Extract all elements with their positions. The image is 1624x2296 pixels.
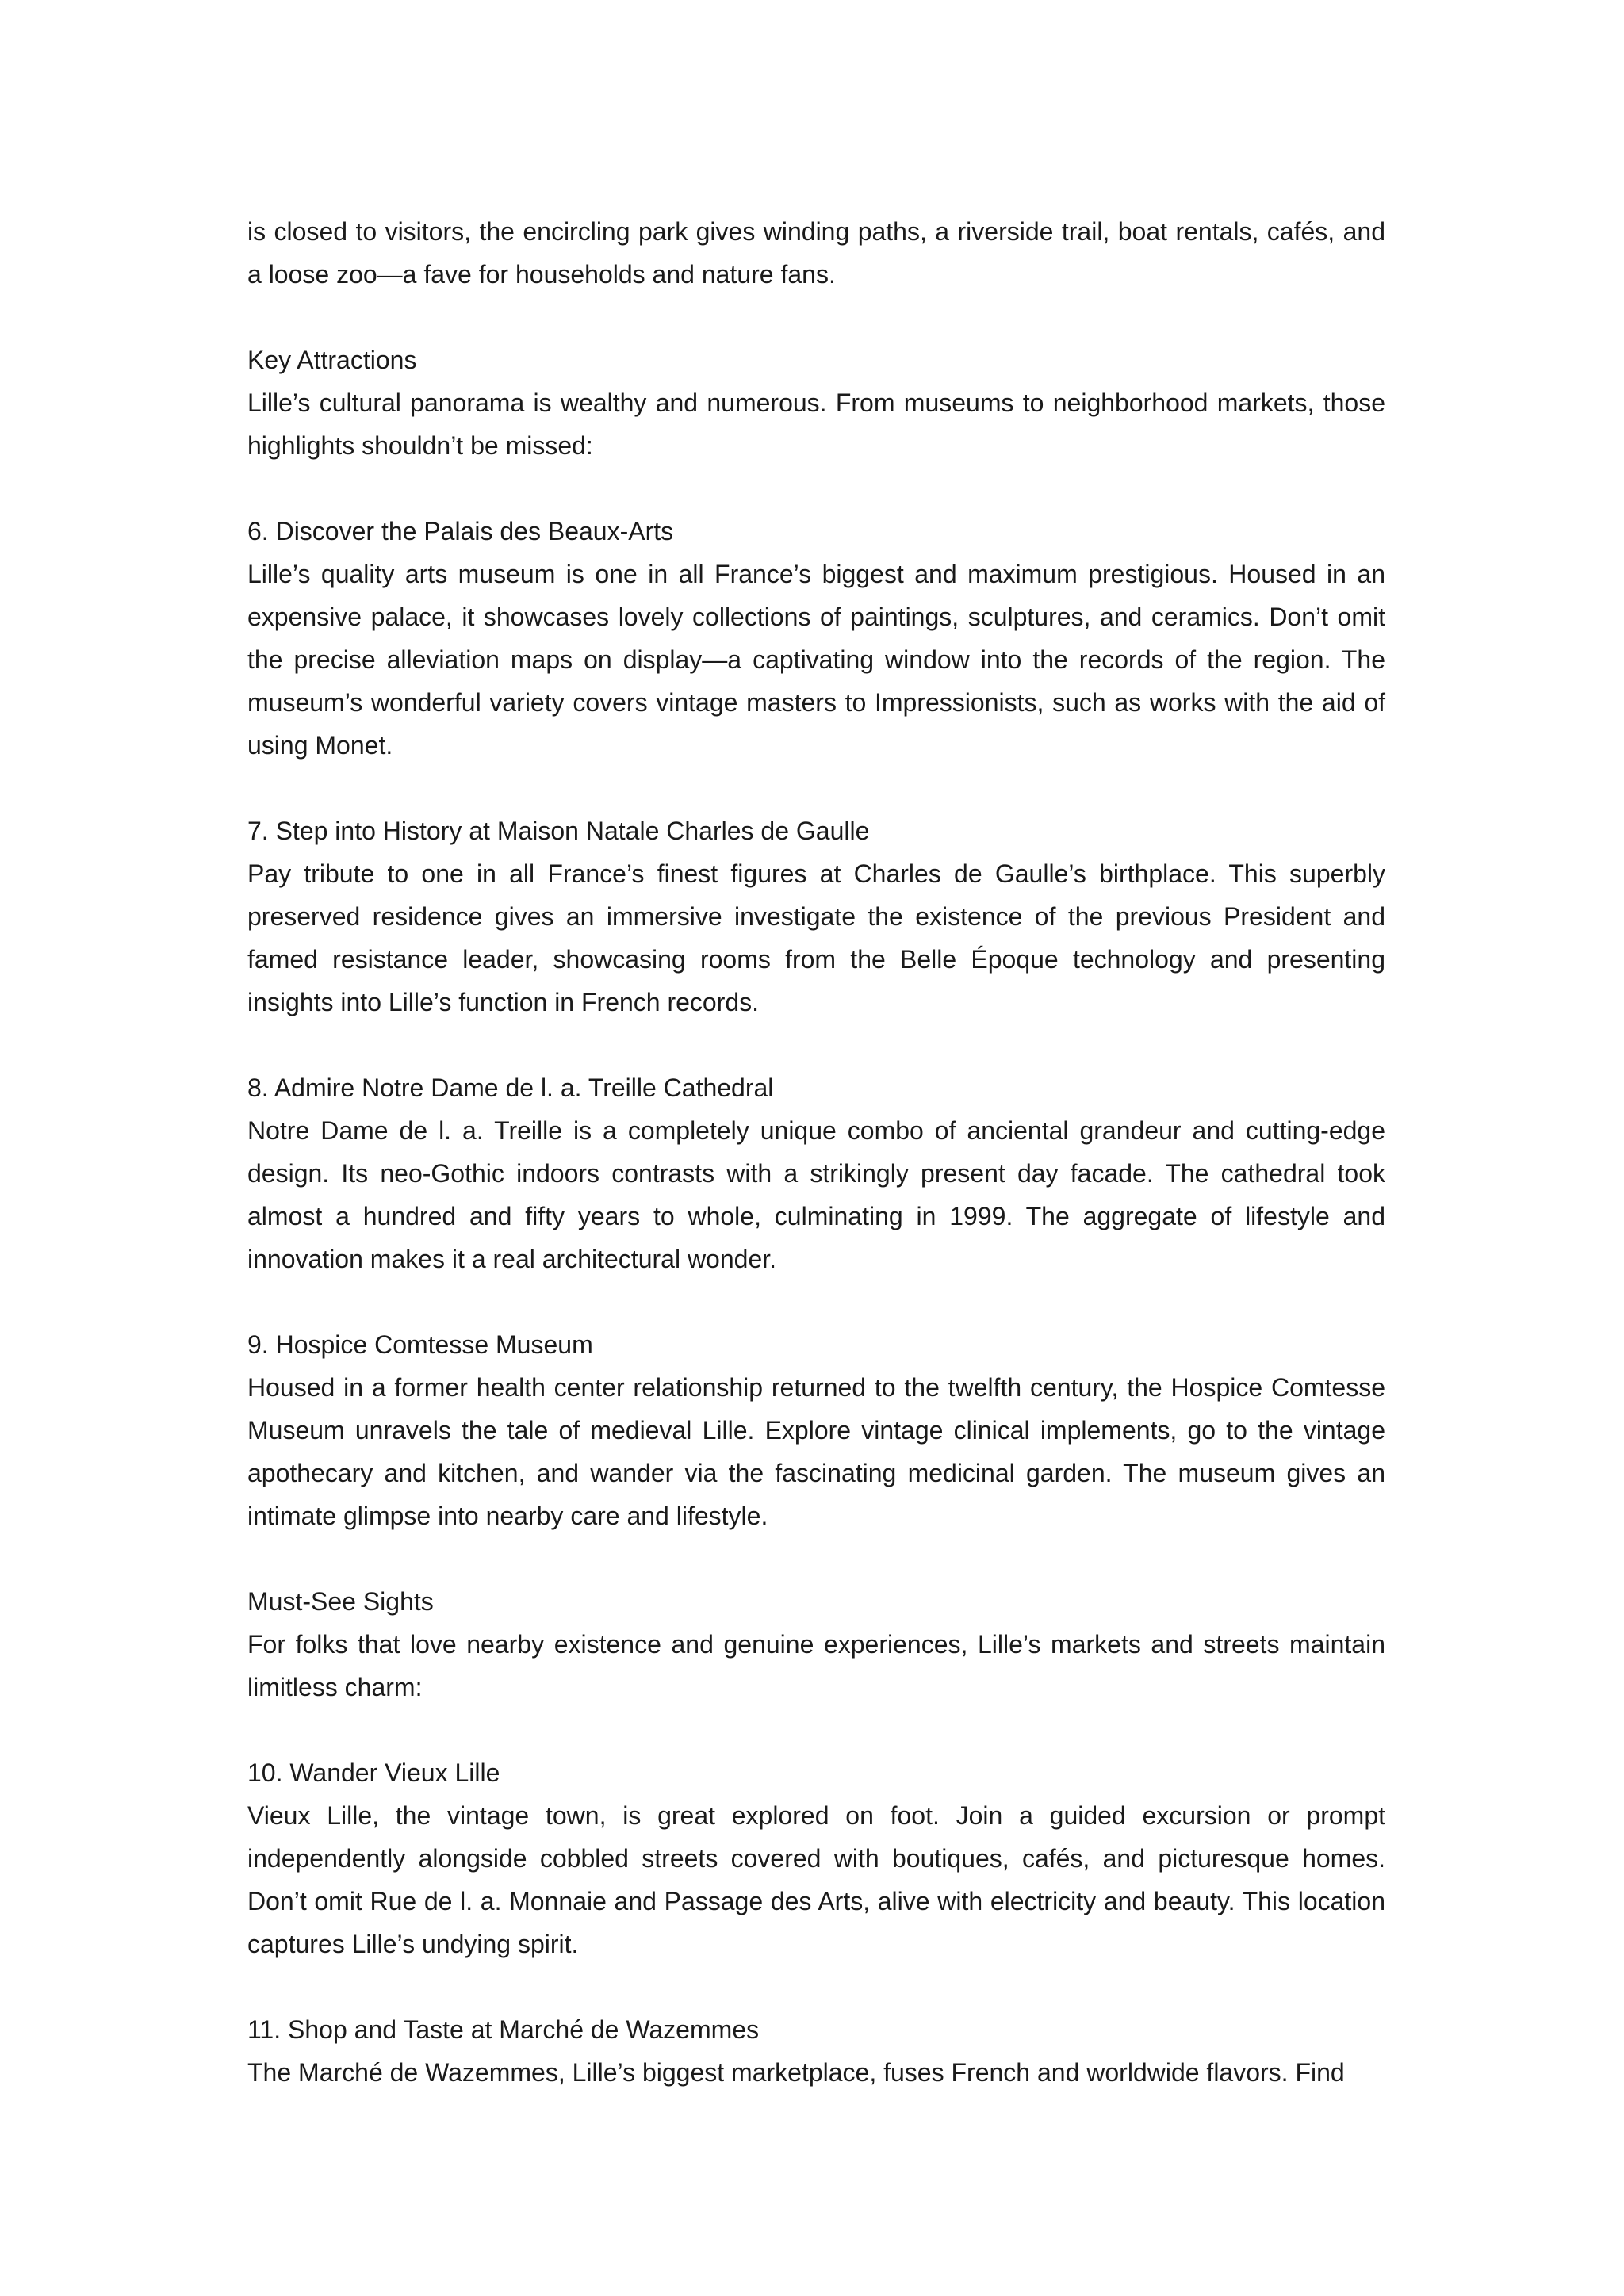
section-marche-de-wazemmes — [247, 2008, 1385, 2094]
section-key-attractions — [247, 339, 1385, 467]
section-body: Pay tribute to one in all France’s finest figures at Charles de Gaulle’s birthplace. This superbly preserved residence gives an immersive investigate the existence of the previous President and famed resistance leader, showcasing rooms from the Belle Époque technology and presenting insights into Lille’s function in French records. — [247, 859, 1385, 1016]
section-heading: Key Attractions — [247, 346, 417, 374]
section-heading: 9. Hospice Comtesse Museum — [247, 1330, 593, 1359]
section-hospice-comtesse — [247, 1323, 1385, 1537]
section-heading: 7. Step into History at Maison Natale Charles de Gaulle — [247, 817, 870, 845]
section-must-see-sights — [247, 1580, 1385, 1709]
section-body: The Marché de Wazemmes, Lille’s biggest marketplace, fuses French and worldwide flavors. Find — [247, 2058, 1345, 2087]
section-palais-des-beaux-arts — [247, 510, 1385, 767]
section-heading: Must-See Sights — [247, 1587, 434, 1616]
section-vieux-lille — [247, 1751, 1385, 1965]
section-heading: 11. Shop and Taste at Marché de Wazemmes — [247, 2015, 760, 2044]
section-body: Lille’s cultural panorama is wealthy and numerous. From museums to neighborhood markets, those highlights shouldn’t be missed: — [247, 388, 1385, 460]
section-body: Lille’s quality arts museum is one in all France’s biggest and maximum prestigious. Housed in an expensive palace, it showcases lovely collections of paintings, sculptures, and ceramics. Don’t omit the precise alleviation maps on display—a captivating window into the records of the region. The museum’s wonderful variety covers vintage masters to Impressionists, such as works with the aid of using Monet. — [247, 560, 1385, 760]
section-maison-natale — [247, 809, 1385, 1024]
section-heading: 6. Discover the Palais des Beaux-Arts — [247, 517, 674, 545]
intro-paragraph: is closed to visitors, the encircling park gives winding paths, a riverside trail, boat rentals, cafés, and a loose zoo—a fave for households and nature fans. — [247, 217, 1385, 289]
section-notre-dame — [247, 1066, 1385, 1280]
section-body: For folks that love nearby existence and genuine experiences, Lille’s markets and streets maintain limitless charm: — [247, 1630, 1385, 1701]
section-body: Notre Dame de l. a. Treille is a completely unique combo of anciental grandeur and cutting-edge design. Its neo-Gothic indoors contrasts with a strikingly present day facade. The cathedral took almost a hundred and fifty years to whole, culminating in 1999. The aggregate of lifestyle and innovation makes it a real architectural wonder. — [247, 1116, 1385, 1273]
section-body: Housed in a former health center relationship returned to the twelfth century, the Hospice Comtesse Museum unravels the tale of medieval Lille. Explore vintage clinical implements, go to the vintage apothecary and kitchen, and wander via the fascinating medicinal garden. The museum gives an intimate glimpse into nearby care and lifestyle. — [247, 1373, 1385, 1530]
document-page — [247, 210, 1385, 2137]
section-heading: 10. Wander Vieux Lille — [247, 1758, 500, 1787]
section-heading: 8. Admire Notre Dame de l. a. Treille Cathedral — [247, 1073, 774, 1102]
section-body: Vieux Lille, the vintage town, is great explored on foot. Join a guided excursion or prompt independently alongside cobbled streets covered with boutiques, cafés, and picturesque homes. Don’t omit Rue de l. a. Monnaie and Passage des Arts, alive with electricity and beauty. This location captures Lille’s undying spirit. — [247, 1801, 1385, 1958]
